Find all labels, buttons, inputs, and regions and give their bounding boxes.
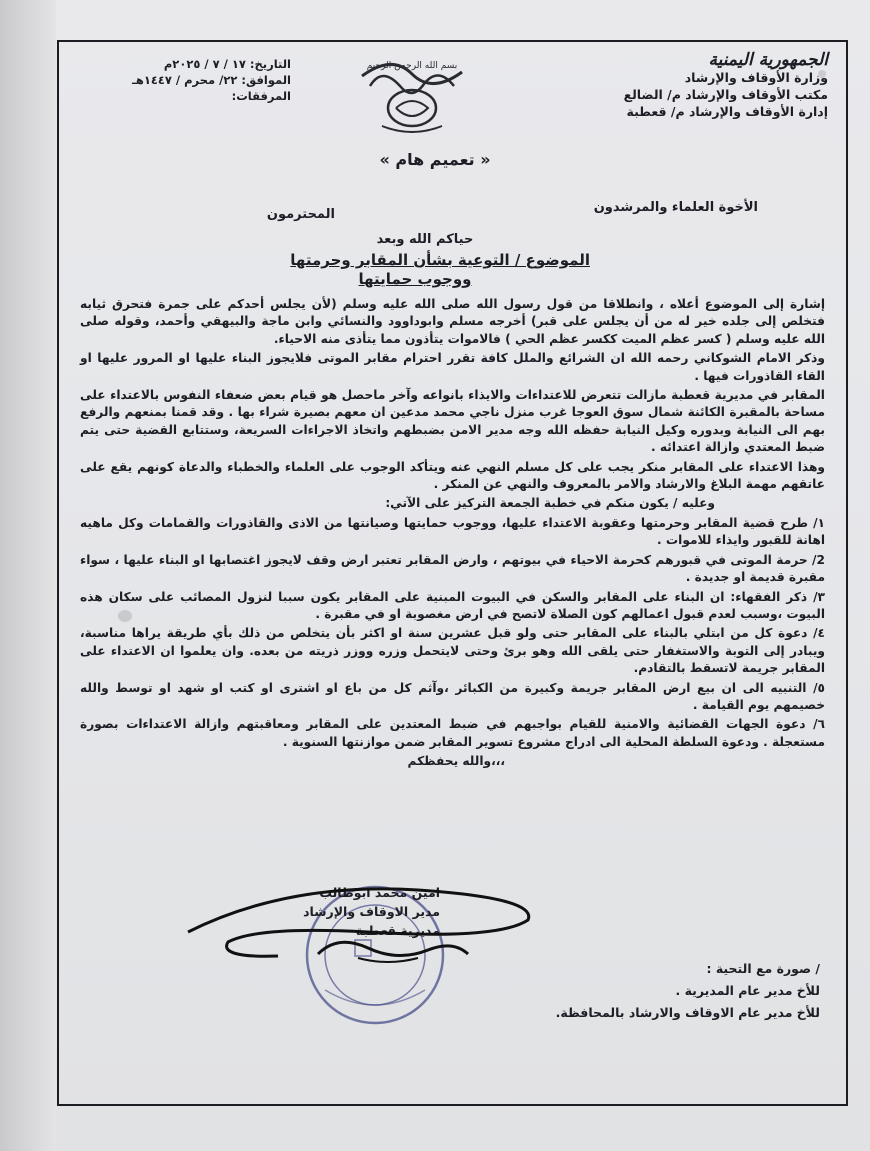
subject-line-2: ووجوب حمايتها [358,270,472,288]
letter-dates [106,56,291,104]
letterhead-line-2: مكتب الأوقاف والإرشاد م/ الضالع [623,87,828,102]
letterhead-emblem-text: الجمهورية اليمنية [708,50,828,70]
calligraphy-icon [352,46,472,142]
copy-recipient-2: للأخ مدير عام الاوقاف والارشاد بالمحافظة. [555,1005,820,1020]
body-paragraph: المقابر في مديرية قعطبة مازالت تتعرض للاعتداءات والايذاء بانواعه وآخر ماحصل هو قيام بعض ضعفاء النفوس بالاعتداء على مساحة بالمقبرة الكائنة شمال سوق العوجا غرب منزل ناجي محمد مدعين ان معهم بصيرة شراء بها . وقد قمنا بمنعهم والرفع بهم الى النيابة وبدوره وكيل النيابة حفظه الله وجه مدير الامن بضبطهم واتخاذ الاجراءات السريعة، وستتابع القضية حتى يتم ضبط المعتدي وازالة اعتدائه . [80,388,825,455]
copy-recipient-1: للأخ مدير عام المديرية . [675,983,820,998]
signatory-district: مديرية قعطبة [355,923,440,938]
date-gregorian: التاريخ: ١٧ / ٧ / ٢٠٢٥م [163,57,291,71]
page-shadow [0,0,56,1151]
copies-block [490,958,820,1024]
recipients-line: الأخوة العلماء والمرشدون [593,200,758,215]
logo-caption: بسم الله الرحمن الرحيم [366,61,458,71]
body-paragraph: وعليه / يكون منكم في خطبة الجمعة التركيز على الآتي: [385,496,715,511]
signatory-title: مدير الاوقاف والإرشاد [303,904,440,919]
body-point-3: ٣/ ذكر الفقهاء: ان البناء على المقابر والسكن في البيوت المبنية على المقابر يكون سببا لنزول المصائب على سكان هذه البيوت ،وسبب لعدم قبول اعمالهم كون الصلاة لاتصح في ارض مغصوبة او في مقبرة . [80,589,825,621]
body-point-1: ١/ طرح قضية المقابر وحرمتها وعقوبة الاعتداء عليها، ووجوب حمايتها وصيانتها من الاذى والقاذورات والقمامات وكل ماهيه اهانة للقبور وايذاء للاموات . [80,515,825,548]
letterhead-line-3: إدارة الأوقاف والإرشاد م/ قعطبة [626,104,828,119]
body-paragraph: وهذا الاعتداء على المقابر منكر يجب على كل مسلم النهي عنه ويتأكد الوجوب على العلماء والخطباء والدعاة كونهم يقع على عاتقهم مهمة البلاغ والارشاد والامر بالمعروف والنهي عن المنكر . [80,459,825,492]
bismillah-calligraphy-logo [352,46,472,142]
signatory-name: امين محمد ابوطالب [319,885,440,900]
letterhead-line-1: وزارة الأوقاف والإرشاد [684,70,828,85]
circular-title: « تعميم هام » [379,150,491,169]
honorific: المحترمون [266,207,335,222]
body-point-4: ٤/ دعوة كل من ابتلي بالبناء على المقابر حتى ولو قبل عشرين سنة او اكثر بأن يتخلص من ذلك بأي طريقة يراها مناسبة، ويبادر إلى التوبة والاستغفار حتى يلقى الله وهو برئ وحتى لايتحمل وزره ووزر ذريته من بعده. وان يعلموا ان الاعتداء على المقابر جريمة لاتسقط بالتقادم. [80,626,825,676]
copies-heading: / صورة مع التحية : [706,961,820,976]
greeting: حياكم الله وبعد [376,232,474,247]
subject-line: الموضوع / التوعية بشأن المقابر وحرمتها [290,251,590,269]
body-point-2: 2/ حرمة الموتى في قبورهم كحرمة الاحياء في بيوتهم ، وارض المقابر تعتبر ارض وقف لايجوز اغتصابها او البناء عليها ، سواء مقبرة قديمة او جديدة . [80,552,825,585]
letterhead-ministry [568,52,828,120]
closing-line: ،،،والله يحفظكم [407,754,505,769]
body-point-5: ٥/ التنبيه الى ان بيع ارض المقابر جريمة وكبيرة من الكبائر ،وآثم كل من باع او اشترى او كتب او شهد او توسط والله خصيمهم يوم القيامة . [80,680,825,712]
body-point-6: ٦/ دعوة الجهات القضائية والامنية للقيام بواجبهم في ضبط المعتدين على المقابر ومعاقبتهم وازالة الاعتداءات بصورة مستعجلة . ودعوة السلطة المحلية الى ادراج مشروع تسوير المقابر ضمن موازنتها السنوية . [80,717,825,749]
letter-body [80,296,825,773]
body-paragraph: وذكر الامام الشوكاني رحمه الله ان الشرائع والملل كافة تقرر احترام مقابر الموتى فلايجوز البناء عليها او المرور عليها او القاء القاذورات فيها . [80,351,825,383]
attachments-label: المرفقات: [231,89,291,103]
body-paragraph: إشارة إلى الموضوع أعلاه ، وانطلاقا من قول رسول الله صلى الله عليه وسلم (لأن يجلس أحدكم على جمرة فتحرق ثيابه فتخلص إلى جلده خير له من أن يجلس على قبر) أخرجه مسلم وابوداوود والنسائي وابن ماجة والبيهقي وأحمد، وقوله صلى الله عليه وسلم ( كسر عظم الميت ككسر عظم الحي ) فالاموات يتأذون مما يتأذى منه الاحياء. [80,297,825,346]
date-hijri: الموافق: ٢٢/ محرم / ١٤٤٧هـ [131,73,291,87]
